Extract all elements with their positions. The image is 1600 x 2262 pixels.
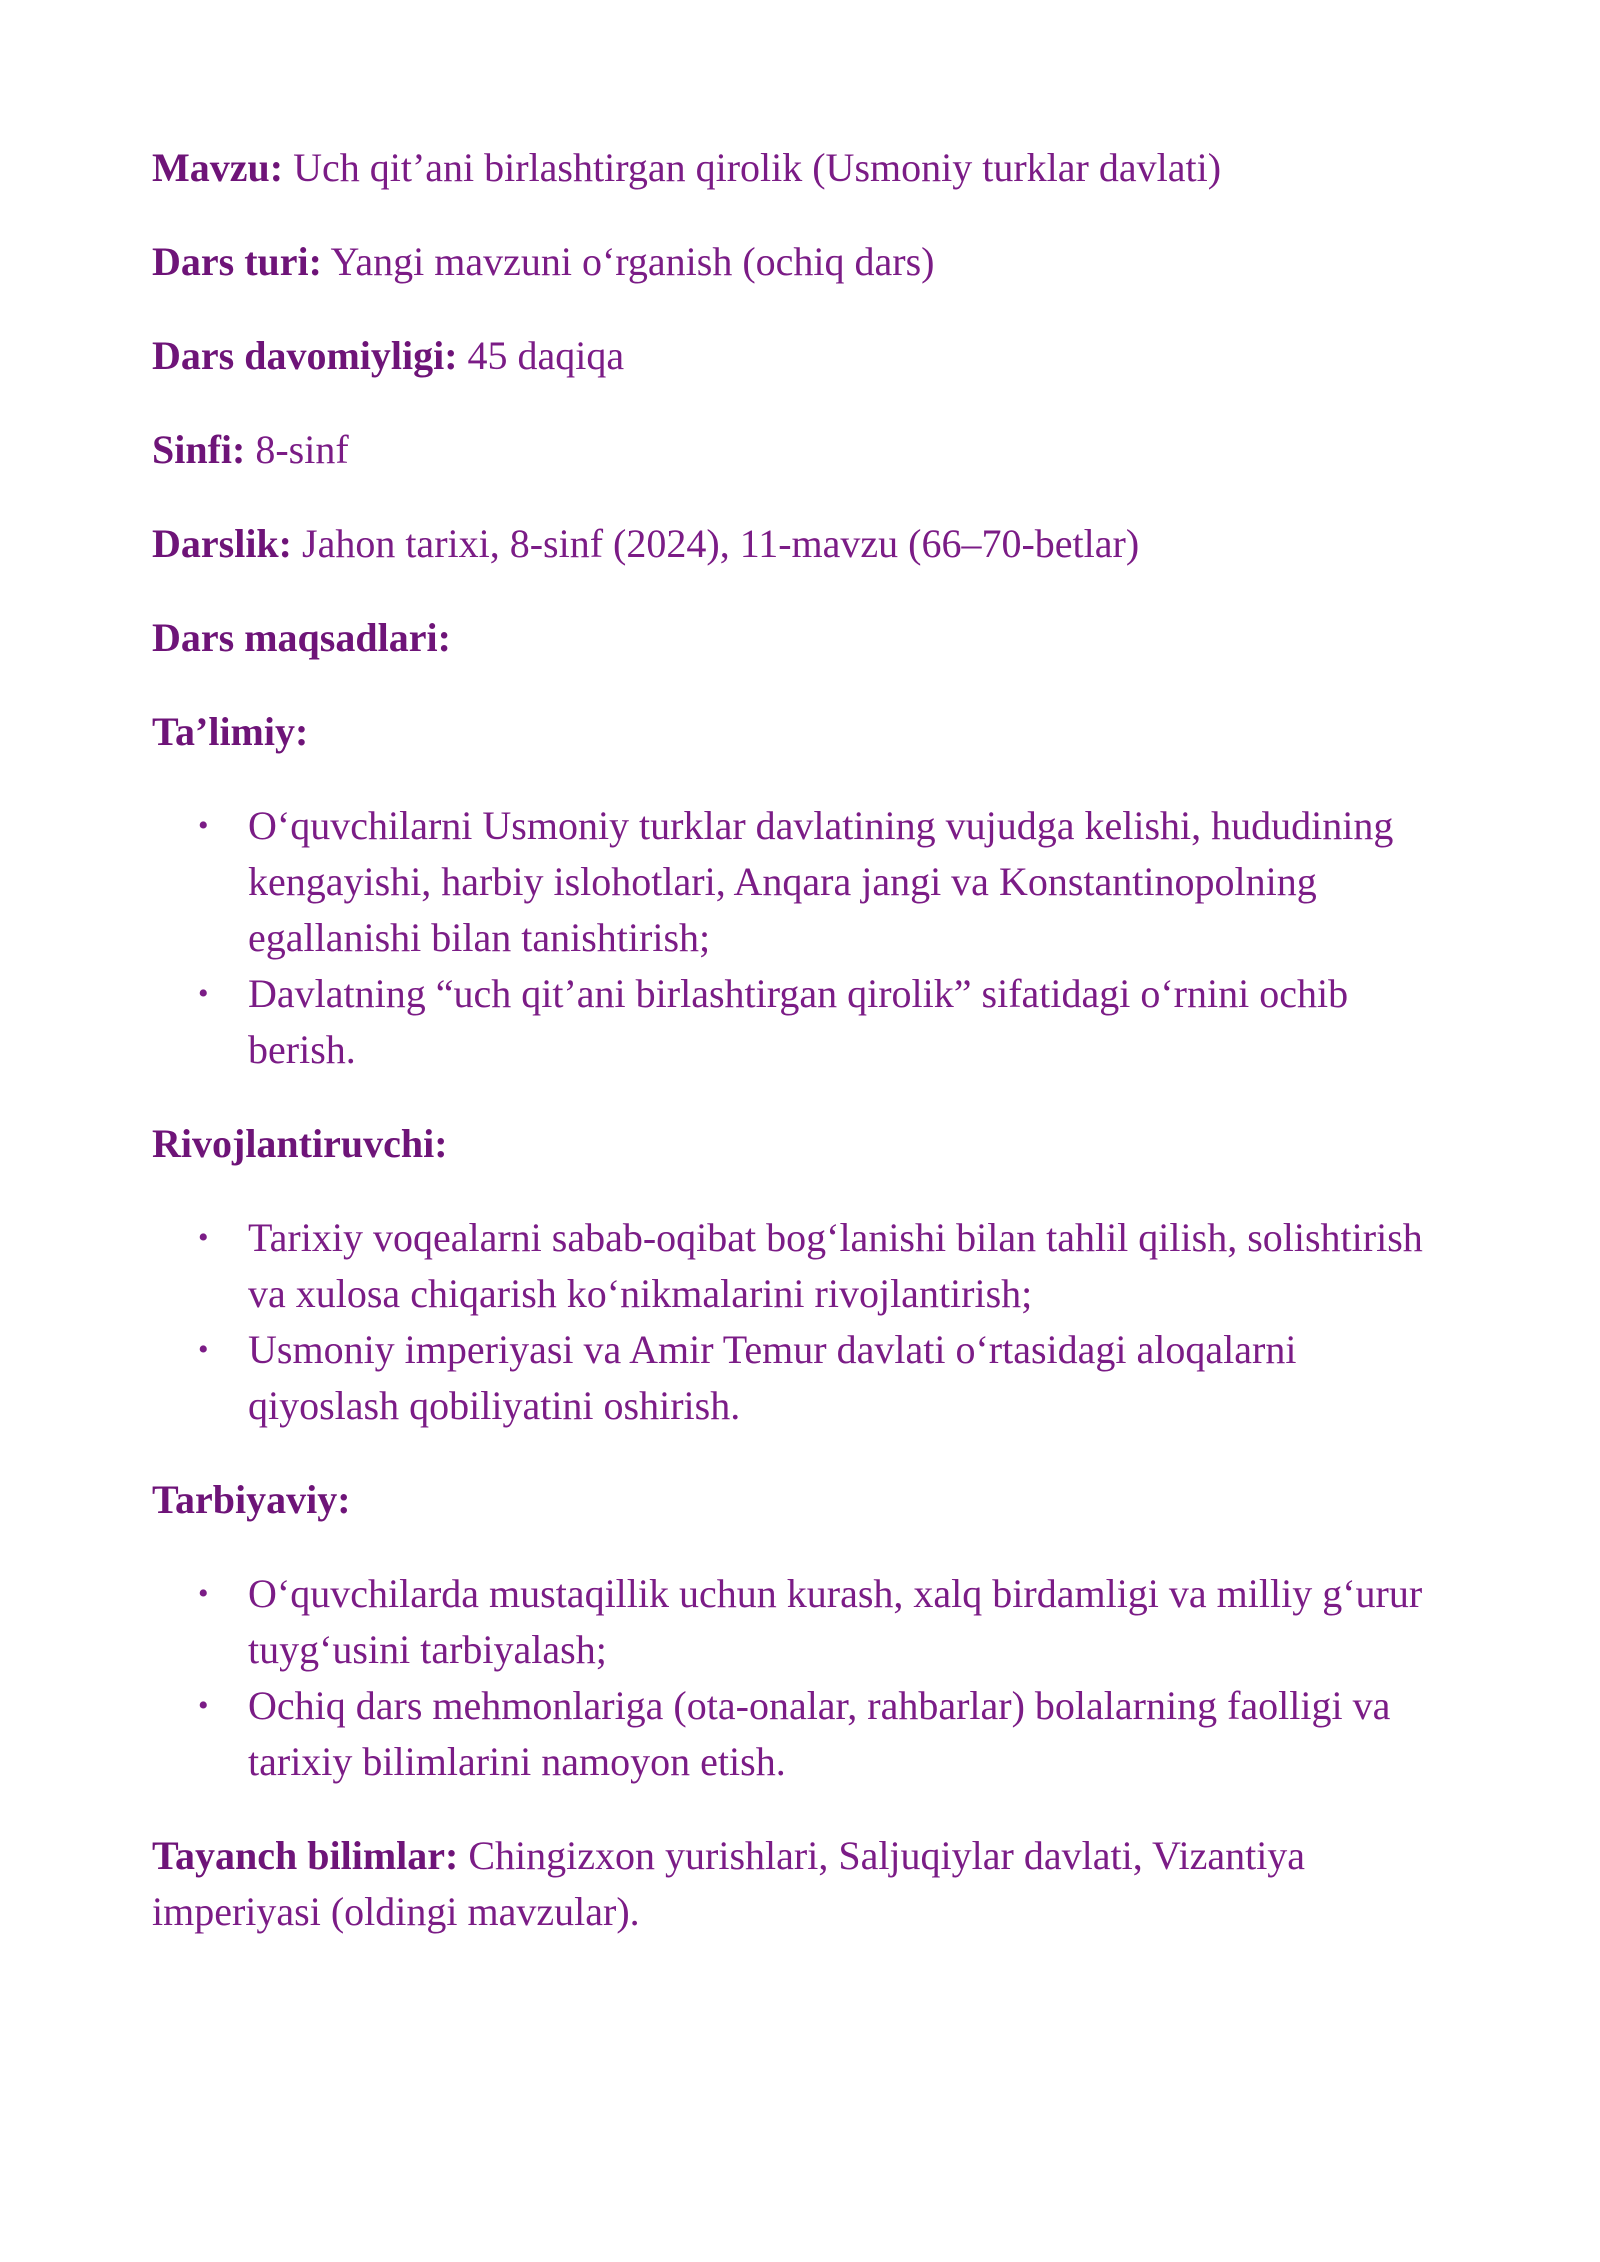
bullet-icon: • (198, 1689, 209, 1722)
list-item-text: Ochiq dars mehmonlariga (ota-onalar, rahbarlar) bolalarning faolligi va tarixiy bilimlarini namoyon etish. (248, 1683, 1391, 1784)
grade-label: Sinfi: (152, 427, 246, 472)
objectives-heading: Dars maqsadlari: (152, 615, 451, 660)
grade-value: 8-sinf (245, 427, 349, 472)
lesson-plan-content (152, 140, 1452, 1978)
developmental-heading: Rivojlantiruvchi: (152, 1121, 448, 1166)
topic-label: Mavzu: (152, 145, 284, 190)
educational-list (152, 798, 1452, 1078)
topic-line (152, 140, 1452, 196)
list-item (152, 1322, 1452, 1434)
prior-knowledge-line (152, 1828, 1452, 1940)
bullet-icon: • (198, 809, 209, 842)
duration-value: 45 daqiqa (457, 333, 625, 378)
lesson-type-line (152, 234, 1452, 290)
lesson-type-value: Yangi mavzuni o‘rganish (ochiq dars) (321, 239, 935, 284)
upbringing-heading: Tarbiyaviy: (152, 1477, 351, 1522)
grade-line (152, 422, 1452, 478)
topic-value: Uch qit’ani birlashtirgan qirolik (Usmoniy turklar davlati) (283, 145, 1222, 190)
duration-label: Dars davomiyligi: (152, 333, 458, 378)
list-item (152, 1210, 1452, 1322)
list-item (152, 1678, 1452, 1790)
educational-heading: Ta’limiy: (152, 709, 309, 754)
textbook-label: Darslik: (152, 521, 292, 566)
bullet-icon: • (198, 1333, 209, 1366)
list-item-text: Davlatning “uch qit’ani birlashtirgan qirolik” sifatidagi o‘rnini ochib berish. (248, 971, 1349, 1072)
duration-line (152, 328, 1452, 384)
upbringing-list (152, 1566, 1452, 1790)
lesson-type-label: Dars turi: (152, 239, 322, 284)
list-item (152, 1566, 1452, 1678)
bullet-icon: • (198, 1221, 209, 1254)
list-item-text: Usmoniy imperiyasi va Amir Temur davlati o‘rtasidagi aloqalarni qiyoslash qobiliyatini oshirish. (248, 1327, 1297, 1428)
list-item (152, 798, 1452, 966)
list-item (152, 966, 1452, 1078)
list-item-text: O‘quvchilarni Usmoniy turklar davlatining vujudga kelishi, hududining kengayishi, harbiy islohotlari, Anqara jangi va Konstantinopolning egallanishi bilan tanishtirish; (248, 803, 1394, 960)
prior-knowledge-value: Chingizxon yurishlari, Saljuqiylar davlati, Vizantiya imperiyasi (oldingi mavzular). (152, 1833, 1306, 1934)
bullet-icon: • (198, 1577, 209, 1610)
developmental-list (152, 1210, 1452, 1434)
textbook-value: Jahon tarixi, 8-sinf (2024), 11-mavzu (66–70-betlar) (292, 521, 1140, 566)
list-item-text: Tarixiy voqealarni sabab-oqibat bog‘lanishi bilan tahlil qilish, solishtirish va xulosa chiqarish ko‘nikmalarini rivojlantirish; (248, 1215, 1423, 1316)
list-item-text: O‘quvchilarda mustaqillik uchun kurash, xalq birdamligi va milliy g‘urur tuyg‘usini tarbiyalash; (248, 1571, 1423, 1672)
bullet-icon: • (198, 977, 209, 1010)
prior-knowledge-label: Tayanch bilimlar: (152, 1833, 459, 1878)
textbook-line (152, 516, 1452, 572)
